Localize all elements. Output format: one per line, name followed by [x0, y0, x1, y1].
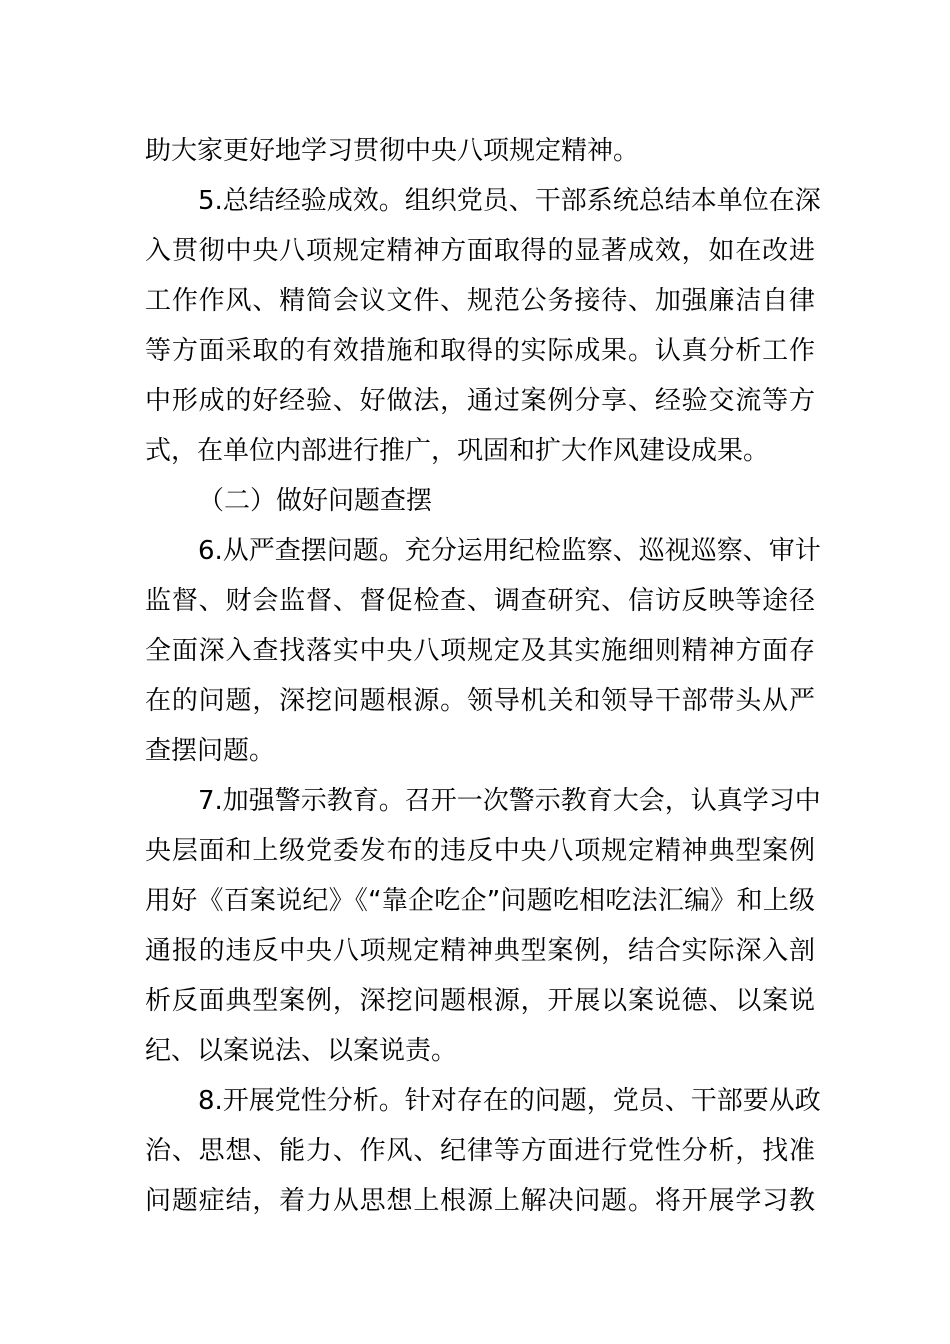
text-line-20: 8.开展党性分析。针对存在的问题，党员、干部要从政: [198, 1086, 821, 1116]
section-heading: （二）做好问题查摆: [198, 486, 433, 516]
text-line-18: 析反面典型案例，深挖问题根源，开展以案说德、以案说: [145, 986, 815, 1016]
text-line-4: 工作作风、精简会议文件、规范公务接待、加强廉洁自律: [145, 286, 815, 316]
text-line-5: 等方面采取的有效措施和取得的实际成果。认真分析工作: [145, 336, 815, 366]
text-line-3: 入贯彻中央八项规定精神方面取得的显著成效，如在改进: [145, 236, 815, 266]
text-line-14: 7.加强警示教育。召开一次警示教育大会，认真学习中: [198, 786, 821, 816]
text-line-12: 在的问题，深挖问题根源。领导机关和领导干部带头从严: [145, 686, 815, 716]
text-line-11: 全面深入查找落实中央八项规定及其实施细则精神方面存: [145, 636, 815, 666]
text-line-15: 央层面和上级党委发布的违反中央八项规定精神典型案例: [145, 836, 815, 866]
text-line-6: 中形成的好经验、好做法，通过案例分享、经验交流等方: [145, 386, 815, 416]
text-line-7: 式，在单位内部进行推广，巩固和扩大作风建设成果。: [145, 436, 770, 466]
text-line-19: 纪、以案说法、以案说责。: [145, 1036, 458, 1066]
text-line-1: 助大家更好地学习贯彻中央八项规定精神。: [145, 136, 640, 166]
text-line-16: 用好《百案说纪》《“靠企吃企”问题吃相吃法汇编》和上级: [145, 886, 815, 916]
text-line-22: 问题症结，着力从思想上根源上解决问题。将开展学习教: [145, 1186, 815, 1216]
text-line-21: 治、思想、能力、作风、纪律等方面进行党性分析，找准: [145, 1136, 815, 1166]
text-line-10: 监督、财会监督、督促检查、调查研究、信访反映等途径: [145, 586, 815, 616]
text-line-17: 通报的违反中央八项规定精神典型案例，结合实际深入剖: [145, 936, 815, 966]
text-line-9: 6.从严查摆问题。充分运用纪检监察、巡视巡察、审计: [198, 536, 821, 566]
text-line-2: 5.总结经验成效。组织党员、干部系统总结本单位在深: [198, 186, 821, 216]
text-line-13: 查摆问题。: [145, 736, 276, 766]
